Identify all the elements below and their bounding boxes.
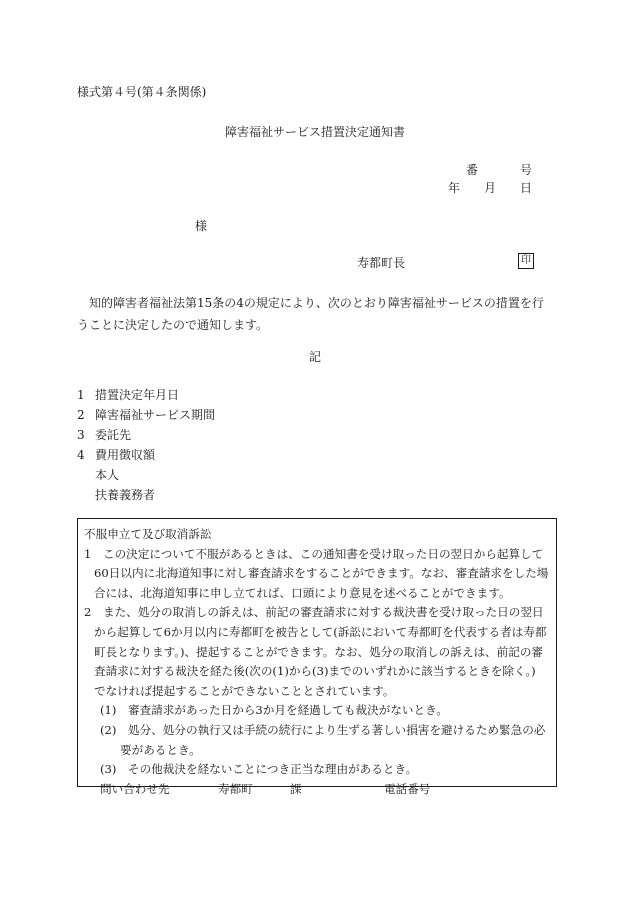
date-year-label: 年 (447, 181, 460, 195)
contact-section: 課 (290, 781, 302, 796)
items-list (77, 385, 215, 505)
appeal-line: 町長となります。)、提起することができます。なお、処分の取消しの訴えは、前記の審 (94, 644, 544, 659)
item-number: 1 (77, 388, 85, 402)
item-label: 費用徴収額 (95, 448, 156, 462)
contact-town: 寿都町 (218, 781, 253, 796)
number-go-label: 号 (519, 163, 532, 177)
appeal-line: 2 また、処分の取消しの訴えは、前記の審査請求に対する裁決書を受け取った日の翌日 (84, 605, 544, 620)
item-label: 委託先 (95, 428, 132, 442)
date-month-label: 月 (483, 181, 496, 195)
appeal-line: (3) その他裁決を経ないことにつき正当な理由があるとき。 (100, 762, 418, 777)
recipient-honorific: 様 (195, 219, 208, 233)
notice-body-text: 知的障害者福祉法第15条の4の規定により、次のとおり障害福祉サービスの措置を行うことに決定したので通知します。 (77, 296, 544, 332)
list-item (77, 445, 215, 465)
appeal-line: から起算して6か月以内に寿都町を被告として(訴訟において寿都町を代表する者は寿都 (94, 624, 547, 639)
seal-stamp: 印 (518, 253, 534, 269)
form-label: 様式第４号(第４条関係) (77, 85, 207, 99)
date-day-label: 日 (519, 181, 532, 195)
item-sub-honnin: 本人 (95, 468, 120, 482)
appeal-notice-box (77, 518, 557, 796)
appeal-heading: 不服申立て及び取消訴訟 (84, 527, 212, 541)
appeal-line: 60日以内に北海道知事に対し審査請求をすることができます。なお、審査請求をした場 (94, 566, 549, 581)
appeal-line: (2) 処分、処分の執行又は手続の続行により生ずる著しい損害を避けるため緊急の必 (100, 722, 546, 737)
notice-body (77, 292, 555, 336)
item-label: 障害福祉サービス期間 (95, 408, 216, 422)
item-number: 2 (77, 408, 85, 422)
item-sub-fuyou: 扶養義務者 (95, 488, 156, 502)
contact-phone: 電話番号 (384, 781, 431, 796)
appeal-line: 1 この決定について不服があるときは、この通知書を受け取った日の翌日から起算して (84, 546, 544, 561)
appeal-line: でなければ提起することができないこととされています。 (94, 683, 395, 698)
document-number-line (466, 163, 532, 177)
document-title: 障害福祉サービス措置決定通知書 (224, 125, 405, 139)
document-date-line (448, 181, 532, 195)
item-number: 3 (77, 428, 85, 442)
number-ban-label: 番 (465, 163, 478, 177)
list-item (77, 425, 215, 445)
contact-label: 問い合わせ先 (100, 781, 170, 796)
item-number: 4 (77, 448, 85, 462)
appeal-line: 合には、北海道知事に申し立てれば、口頭により意見を述べることができます。 (94, 585, 511, 600)
list-item (77, 405, 215, 425)
list-item (77, 385, 215, 405)
contact-row (84, 780, 550, 800)
appeal-line: 要があるとき。 (120, 742, 201, 757)
issuer-title: 寿都町長 (357, 256, 406, 270)
appeal-line: 査請求に対する裁決を経た後(次の(1)から(3)までのいずれかに該当するときを除く。) (94, 664, 536, 679)
item-label: 措置決定年月日 (95, 388, 180, 402)
appeal-line: (1) 審査請求があった日から3か月を経過しても裁決がないとき。 (100, 703, 448, 718)
ki-heading: 記 (308, 350, 321, 364)
